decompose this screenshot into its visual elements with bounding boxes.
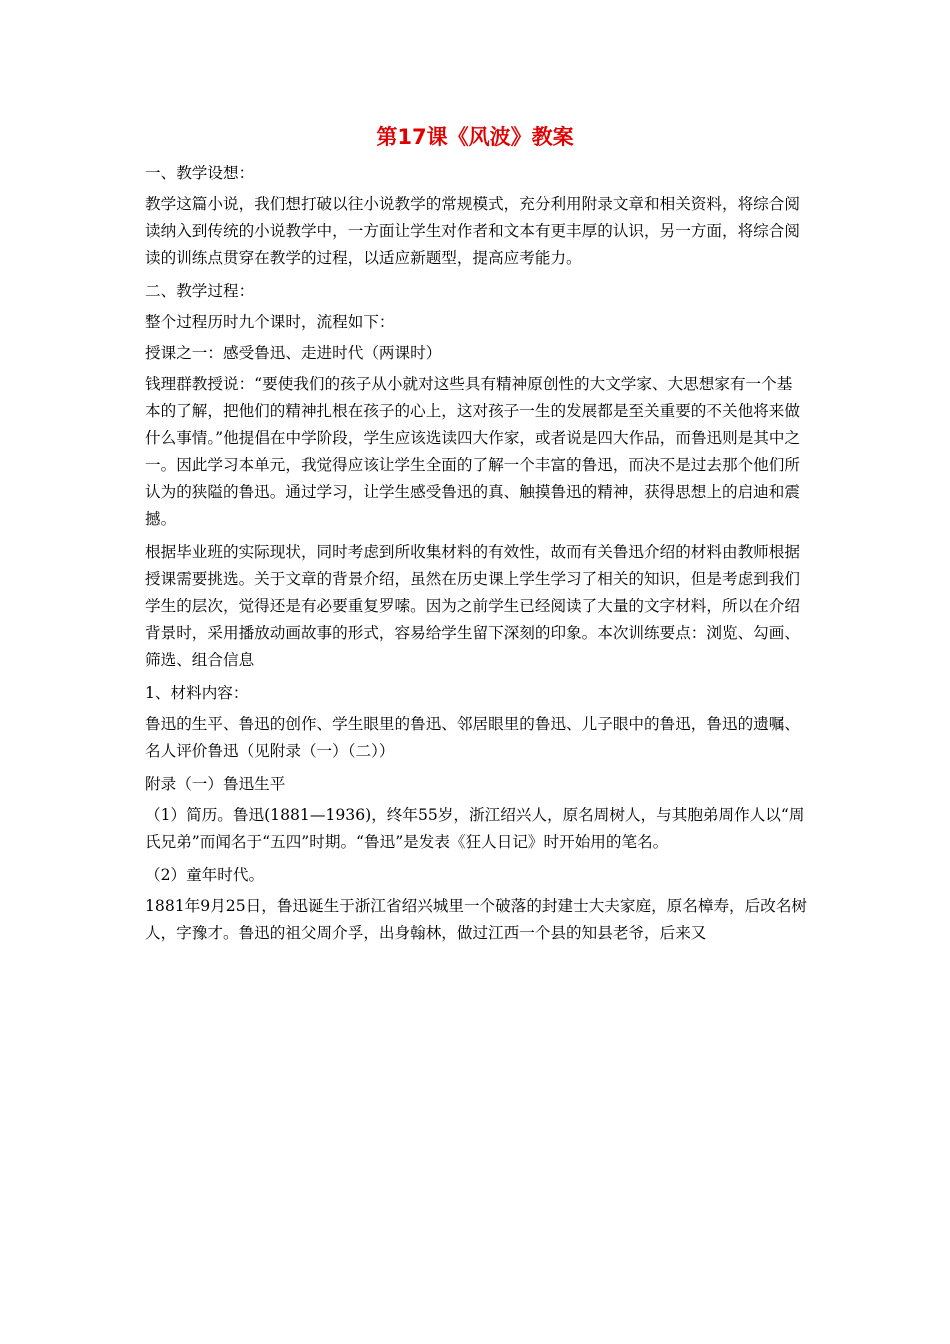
- paragraph-childhood-heading: （2）童年时代。: [145, 866, 265, 884]
- paragraph-materials-content: 鲁迅的生平、鲁迅的创作、学生眼里的鲁迅、邻居眼里的鲁迅、儿子眼中的鲁迅，鲁迅的遗嘱、名人评价鲁迅（见附录（一）（二））: [145, 715, 800, 760]
- section-heading-teaching-process: 二、教学过程：: [145, 282, 255, 300]
- paragraph-biography: （1）简历。鲁迅(1881—1936)，终年55岁，浙江绍兴人，原名周树人，与其胞弟周作人以“周氏兄弟”而闻名于“五四”时期。“鲁迅”是发表《狂人日记》时开始用的笔名。: [145, 806, 805, 851]
- paragraph-childhood: 1881年9月25日，鲁迅诞生于浙江省绍兴城里一个破落的封建士大夫家庭，原名樟寿，后改名树人，字豫才。鲁迅的祖父周介孚，出身翰林，做过江西一个县的知县老爷，后来又: [145, 897, 808, 942]
- paragraph-teaching-idea: 教学这篇小说，我们想打破以往小说教学的常规模式，充分利用附录文章和相关资料，将综合阅读纳入到传统的小说教学中，一方面让学生对作者和文本有更丰厚的认识，另一方面，将综合阅读的训练点贯穿在教学的过程，以适应新题型，提高应考能力。: [145, 195, 800, 267]
- paragraph-materials-selection: 根据毕业班的实际现状，同时考虑到所收集材料的有效性，故而有关鲁迅介绍的材料由教师根据授课需要挑选。关于文章的背景介绍，虽然在历史课上学生学习了相关的知识，但是考虑到我们学生的层次，觉得还是有必要重复罗嗦。因为之前学生已经阅读了大量的文字材料，所以在介绍背景时，采用播放动画故事的形式，容易给学生留下深刻的印象。本次训练要点：浏览、勾画、筛选、组合信息: [145, 543, 800, 669]
- document-body: [145, 160, 807, 953]
- paragraph-process-overview: 整个过程历时九个课时，流程如下：: [145, 313, 395, 331]
- appendix-heading: 附录（一）鲁迅生平: [145, 775, 286, 793]
- document-title: 第17课《风波》教案: [376, 125, 574, 149]
- paragraph-quote: 钱理群教授说：“要使我们的孩子从小就对这些具有精神原创性的大文学家、大思想家有一个基本的了解，把他们的精神扎根在孩子的心上，这对孩子一生的发展都是至关重要的不关他将来做什么事情。”他提倡在中学阶段，学生应该选读四大作家，或者说是四大作品，而鲁迅则是其中之一。因此学习本单元，我觉得应该让学生全面的了解一个丰富的鲁迅，而决不是过去那个他们所认为的狭隘的鲁迅。通过学习，让学生感受鲁迅的真、触摸鲁迅的精神，获得思想上的启迪和震撼。: [145, 375, 801, 528]
- section-heading-materials: 1、材料内容：: [145, 684, 249, 702]
- paragraph-lesson-one: 授课之一：感受鲁迅、走进时代（两课时）: [145, 344, 442, 362]
- section-heading-teaching-idea: 一、教学设想：: [145, 164, 255, 182]
